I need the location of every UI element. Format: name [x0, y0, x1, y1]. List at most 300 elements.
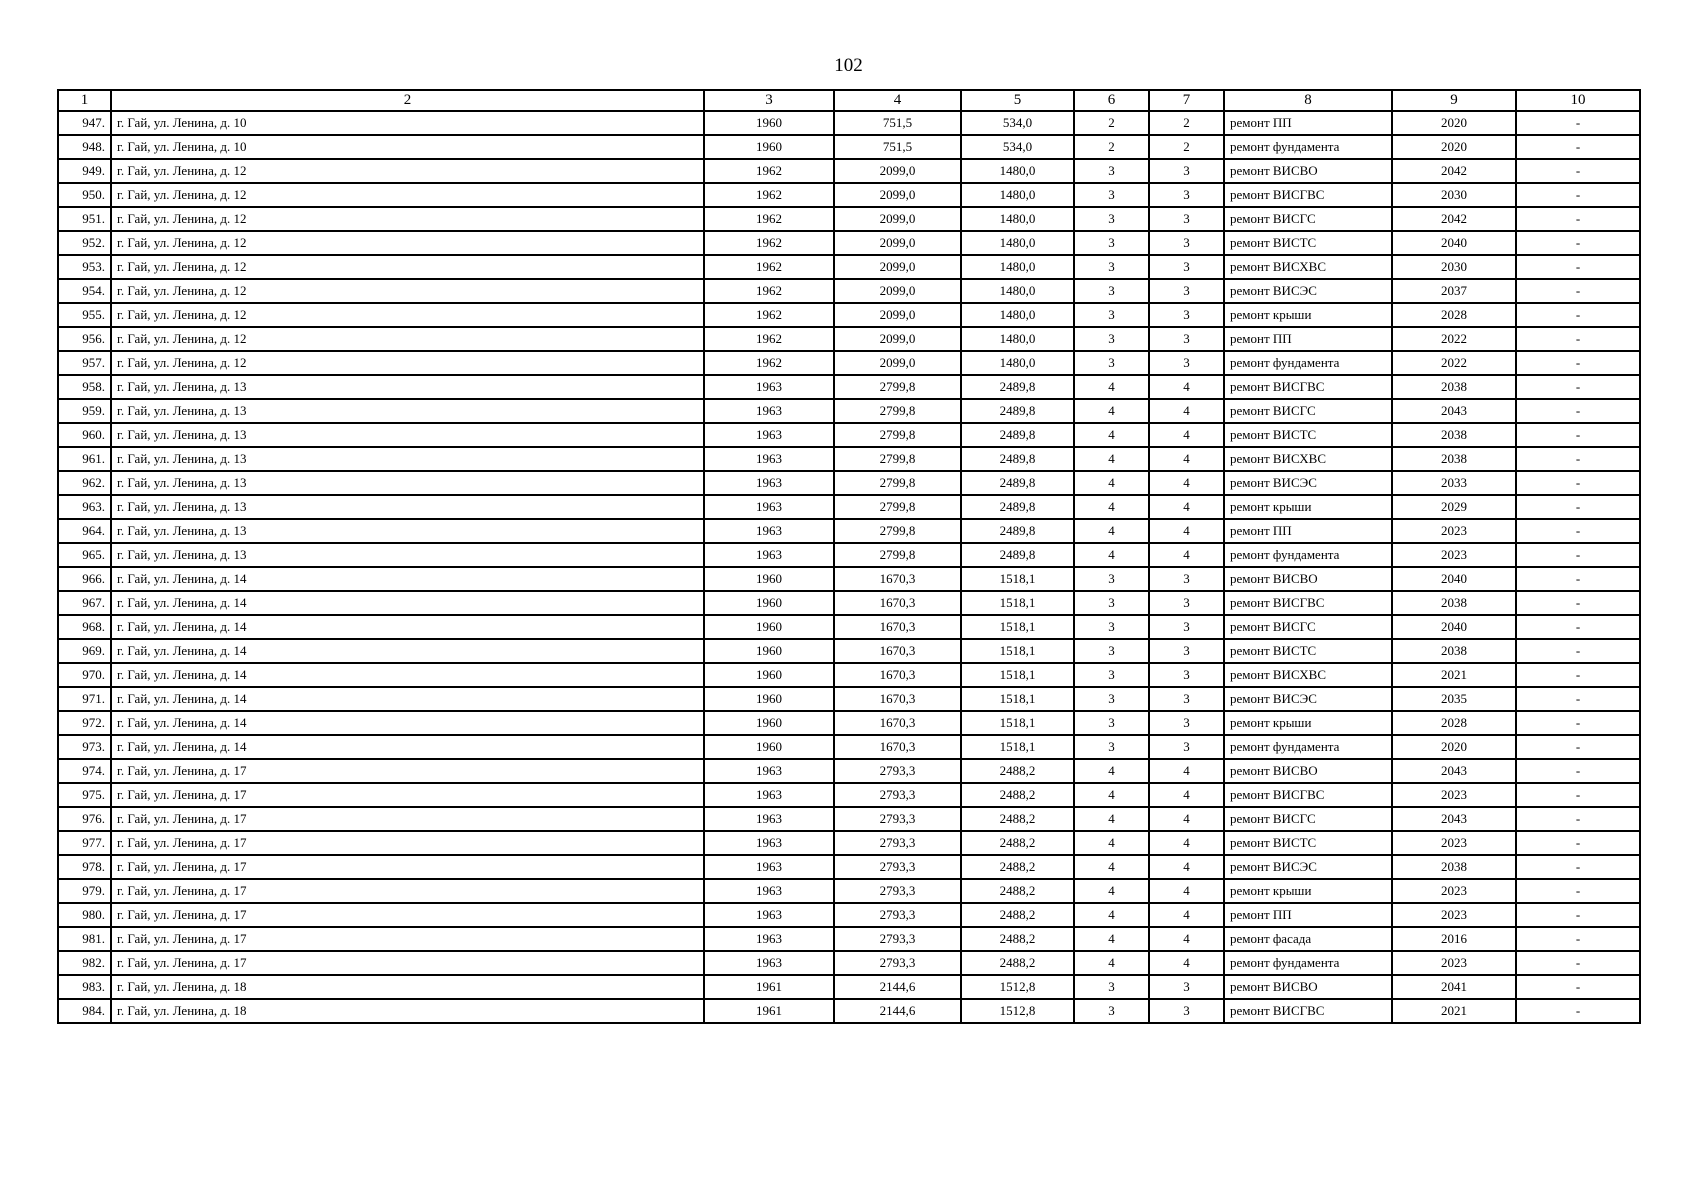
- table-row: [58, 111, 1640, 135]
- address-cell: г. Гай, ул. Ленина, д. 12: [111, 159, 704, 183]
- header-cell: 10: [1516, 90, 1640, 111]
- row-number-cell: 977.: [58, 831, 111, 855]
- floors-cell: 3: [1074, 159, 1149, 183]
- row-number-cell: 979.: [58, 879, 111, 903]
- planned-year-cell: 2016: [1392, 927, 1516, 951]
- living-area-cell: 2488,2: [961, 831, 1074, 855]
- work-type-cell: ремонт ВИСГВС: [1224, 783, 1392, 807]
- entrances-cell: 3: [1149, 639, 1224, 663]
- work-type-cell: ремонт ВИСТС: [1224, 639, 1392, 663]
- row-number-cell: 968.: [58, 615, 111, 639]
- work-type-cell: ремонт ПП: [1224, 519, 1392, 543]
- work-type-cell: ремонт ВИСГС: [1224, 207, 1392, 231]
- work-type-cell: ремонт фундамента: [1224, 135, 1392, 159]
- row-number-cell: 967.: [58, 591, 111, 615]
- note-cell: -: [1516, 591, 1640, 615]
- living-area-cell: 1518,1: [961, 639, 1074, 663]
- planned-year-cell: 2028: [1392, 711, 1516, 735]
- total-area-cell: 1670,3: [834, 639, 961, 663]
- table-row: [58, 783, 1640, 807]
- planned-year-cell: 2043: [1392, 399, 1516, 423]
- year-built-cell: 1962: [704, 183, 834, 207]
- address-cell: г. Гай, ул. Ленина, д. 17: [111, 903, 704, 927]
- floors-cell: 4: [1074, 471, 1149, 495]
- total-area-cell: 2099,0: [834, 351, 961, 375]
- note-cell: -: [1516, 231, 1640, 255]
- floors-cell: 3: [1074, 711, 1149, 735]
- address-cell: г. Гай, ул. Ленина, д. 12: [111, 279, 704, 303]
- row-number-cell: 969.: [58, 639, 111, 663]
- floors-cell: 3: [1074, 183, 1149, 207]
- year-built-cell: 1960: [704, 735, 834, 759]
- header-cell: 9: [1392, 90, 1516, 111]
- note-cell: -: [1516, 303, 1640, 327]
- table-row: [58, 231, 1640, 255]
- note-cell: -: [1516, 279, 1640, 303]
- total-area-cell: 2099,0: [834, 279, 961, 303]
- table-row: [58, 183, 1640, 207]
- floors-cell: 3: [1074, 639, 1149, 663]
- total-area-cell: 2099,0: [834, 255, 961, 279]
- year-built-cell: 1963: [704, 807, 834, 831]
- work-type-cell: ремонт фундамента: [1224, 951, 1392, 975]
- floors-cell: 3: [1074, 279, 1149, 303]
- work-type-cell: ремонт ВИСВО: [1224, 759, 1392, 783]
- total-area-cell: 2799,8: [834, 519, 961, 543]
- planned-year-cell: 2022: [1392, 327, 1516, 351]
- row-number-cell: 957.: [58, 351, 111, 375]
- year-built-cell: 1962: [704, 303, 834, 327]
- table-row: [58, 447, 1640, 471]
- entrances-cell: 2: [1149, 135, 1224, 159]
- living-area-cell: 1480,0: [961, 183, 1074, 207]
- row-number-cell: 954.: [58, 279, 111, 303]
- address-cell: г. Гай, ул. Ленина, д. 14: [111, 663, 704, 687]
- total-area-cell: 2799,8: [834, 375, 961, 399]
- total-area-cell: 2099,0: [834, 207, 961, 231]
- total-area-cell: 2799,8: [834, 495, 961, 519]
- floors-cell: 4: [1074, 423, 1149, 447]
- work-type-cell: ремонт фундамента: [1224, 543, 1392, 567]
- note-cell: -: [1516, 567, 1640, 591]
- entrances-cell: 3: [1149, 591, 1224, 615]
- entrances-cell: 3: [1149, 351, 1224, 375]
- table-row: [58, 375, 1640, 399]
- note-cell: -: [1516, 663, 1640, 687]
- entrances-cell: 3: [1149, 663, 1224, 687]
- planned-year-cell: 2041: [1392, 975, 1516, 999]
- total-area-cell: 2099,0: [834, 231, 961, 255]
- entrances-cell: 3: [1149, 999, 1224, 1023]
- entrances-cell: 4: [1149, 447, 1224, 471]
- living-area-cell: 2488,2: [961, 759, 1074, 783]
- work-type-cell: ремонт фасада: [1224, 927, 1392, 951]
- header-cell: 5: [961, 90, 1074, 111]
- entrances-cell: 3: [1149, 303, 1224, 327]
- address-cell: г. Гай, ул. Ленина, д. 13: [111, 399, 704, 423]
- work-type-cell: ремонт ВИСГС: [1224, 399, 1392, 423]
- note-cell: -: [1516, 807, 1640, 831]
- total-area-cell: 2144,6: [834, 999, 961, 1023]
- row-number-cell: 973.: [58, 735, 111, 759]
- total-area-cell: 2799,8: [834, 471, 961, 495]
- address-cell: г. Гай, ул. Ленина, д. 13: [111, 519, 704, 543]
- table-row: [58, 399, 1640, 423]
- entrances-cell: 3: [1149, 159, 1224, 183]
- table-row: [58, 735, 1640, 759]
- table-row: [58, 519, 1640, 543]
- table-row: [58, 855, 1640, 879]
- floors-cell: 3: [1074, 663, 1149, 687]
- note-cell: -: [1516, 999, 1640, 1023]
- floors-cell: 3: [1074, 327, 1149, 351]
- row-number-cell: 976.: [58, 807, 111, 831]
- address-cell: г. Гай, ул. Ленина, д. 14: [111, 639, 704, 663]
- planned-year-cell: 2042: [1392, 207, 1516, 231]
- address-cell: г. Гай, ул. Ленина, д. 13: [111, 495, 704, 519]
- planned-year-cell: 2043: [1392, 759, 1516, 783]
- note-cell: -: [1516, 711, 1640, 735]
- note-cell: -: [1516, 399, 1640, 423]
- year-built-cell: 1963: [704, 495, 834, 519]
- table-row: [58, 471, 1640, 495]
- living-area-cell: 1518,1: [961, 591, 1074, 615]
- work-type-cell: ремонт ВИСВО: [1224, 567, 1392, 591]
- living-area-cell: 1480,0: [961, 279, 1074, 303]
- floors-cell: 3: [1074, 615, 1149, 639]
- note-cell: -: [1516, 759, 1640, 783]
- register-table: [57, 89, 1641, 1024]
- address-cell: г. Гай, ул. Ленина, д. 10: [111, 135, 704, 159]
- note-cell: -: [1516, 471, 1640, 495]
- address-cell: г. Гай, ул. Ленина, д. 17: [111, 783, 704, 807]
- floors-cell: 4: [1074, 519, 1149, 543]
- planned-year-cell: 2023: [1392, 951, 1516, 975]
- address-cell: г. Гай, ул. Ленина, д. 17: [111, 855, 704, 879]
- table-row: [58, 351, 1640, 375]
- table-row: [58, 255, 1640, 279]
- work-type-cell: ремонт ПП: [1224, 111, 1392, 135]
- work-type-cell: ремонт ВИСВО: [1224, 159, 1392, 183]
- planned-year-cell: 2022: [1392, 351, 1516, 375]
- table-row: [58, 831, 1640, 855]
- living-area-cell: 2489,8: [961, 423, 1074, 447]
- note-cell: -: [1516, 135, 1640, 159]
- row-number-cell: 960.: [58, 423, 111, 447]
- row-number-cell: 966.: [58, 567, 111, 591]
- living-area-cell: 1518,1: [961, 567, 1074, 591]
- note-cell: -: [1516, 111, 1640, 135]
- note-cell: -: [1516, 183, 1640, 207]
- entrances-cell: 4: [1149, 495, 1224, 519]
- year-built-cell: 1960: [704, 615, 834, 639]
- work-type-cell: ремонт крыши: [1224, 879, 1392, 903]
- table-row: [58, 927, 1640, 951]
- planned-year-cell: 2038: [1392, 423, 1516, 447]
- row-number-cell: 981.: [58, 927, 111, 951]
- living-area-cell: 2488,2: [961, 951, 1074, 975]
- address-cell: г. Гай, ул. Ленина, д. 14: [111, 567, 704, 591]
- page-number: 102: [834, 55, 863, 76]
- total-area-cell: 2793,3: [834, 807, 961, 831]
- work-type-cell: ремонт ВИСГВС: [1224, 375, 1392, 399]
- address-cell: г. Гай, ул. Ленина, д. 13: [111, 447, 704, 471]
- living-area-cell: 1512,8: [961, 975, 1074, 999]
- floors-cell: 3: [1074, 207, 1149, 231]
- address-cell: г. Гай, ул. Ленина, д. 14: [111, 687, 704, 711]
- row-number-cell: 958.: [58, 375, 111, 399]
- row-number-cell: 947.: [58, 111, 111, 135]
- total-area-cell: 1670,3: [834, 687, 961, 711]
- address-cell: г. Гай, ул. Ленина, д. 14: [111, 735, 704, 759]
- entrances-cell: 3: [1149, 567, 1224, 591]
- living-area-cell: 2488,2: [961, 927, 1074, 951]
- total-area-cell: 2799,8: [834, 423, 961, 447]
- floors-cell: 3: [1074, 999, 1149, 1023]
- note-cell: -: [1516, 543, 1640, 567]
- note-cell: -: [1516, 687, 1640, 711]
- planned-year-cell: 2023: [1392, 519, 1516, 543]
- total-area-cell: 2793,3: [834, 831, 961, 855]
- note-cell: -: [1516, 207, 1640, 231]
- year-built-cell: 1963: [704, 519, 834, 543]
- total-area-cell: 2793,3: [834, 855, 961, 879]
- living-area-cell: 1480,0: [961, 207, 1074, 231]
- table-row: [58, 807, 1640, 831]
- living-area-cell: 2489,8: [961, 471, 1074, 495]
- row-number-cell: 959.: [58, 399, 111, 423]
- table-row: [58, 759, 1640, 783]
- address-cell: г. Гай, ул. Ленина, д. 12: [111, 183, 704, 207]
- living-area-cell: 1480,0: [961, 231, 1074, 255]
- total-area-cell: 1670,3: [834, 591, 961, 615]
- living-area-cell: 2488,2: [961, 879, 1074, 903]
- row-number-cell: 978.: [58, 855, 111, 879]
- row-number-cell: 974.: [58, 759, 111, 783]
- year-built-cell: 1961: [704, 975, 834, 999]
- note-cell: -: [1516, 327, 1640, 351]
- total-area-cell: 2799,8: [834, 543, 961, 567]
- year-built-cell: 1960: [704, 135, 834, 159]
- work-type-cell: ремонт ПП: [1224, 327, 1392, 351]
- total-area-cell: 2144,6: [834, 975, 961, 999]
- entrances-cell: 2: [1149, 111, 1224, 135]
- planned-year-cell: 2040: [1392, 567, 1516, 591]
- entrances-cell: 4: [1149, 831, 1224, 855]
- living-area-cell: 534,0: [961, 111, 1074, 135]
- total-area-cell: 2099,0: [834, 159, 961, 183]
- entrances-cell: 3: [1149, 327, 1224, 351]
- floors-cell: 4: [1074, 399, 1149, 423]
- total-area-cell: 2099,0: [834, 327, 961, 351]
- note-cell: -: [1516, 831, 1640, 855]
- living-area-cell: 1518,1: [961, 687, 1074, 711]
- planned-year-cell: 2038: [1392, 447, 1516, 471]
- address-cell: г. Гай, ул. Ленина, д. 12: [111, 351, 704, 375]
- address-cell: г. Гай, ул. Ленина, д. 12: [111, 207, 704, 231]
- planned-year-cell: 2038: [1392, 855, 1516, 879]
- work-type-cell: ремонт фундамента: [1224, 351, 1392, 375]
- total-area-cell: 2793,3: [834, 783, 961, 807]
- year-built-cell: 1960: [704, 591, 834, 615]
- row-number-cell: 951.: [58, 207, 111, 231]
- header-row: [58, 90, 1640, 111]
- row-number-cell: 983.: [58, 975, 111, 999]
- note-cell: -: [1516, 615, 1640, 639]
- address-cell: г. Гай, ул. Ленина, д. 14: [111, 591, 704, 615]
- table-row: [58, 951, 1640, 975]
- floors-cell: 4: [1074, 783, 1149, 807]
- entrances-cell: 3: [1149, 255, 1224, 279]
- total-area-cell: 751,5: [834, 135, 961, 159]
- total-area-cell: 2793,3: [834, 903, 961, 927]
- table-row: [58, 639, 1640, 663]
- living-area-cell: 2489,8: [961, 375, 1074, 399]
- note-cell: -: [1516, 855, 1640, 879]
- address-cell: г. Гай, ул. Ленина, д. 18: [111, 999, 704, 1023]
- living-area-cell: 2489,8: [961, 399, 1074, 423]
- total-area-cell: 2099,0: [834, 183, 961, 207]
- row-number-cell: 953.: [58, 255, 111, 279]
- entrances-cell: 4: [1149, 423, 1224, 447]
- table-row: [58, 327, 1640, 351]
- planned-year-cell: 2040: [1392, 231, 1516, 255]
- address-cell: г. Гай, ул. Ленина, д. 13: [111, 543, 704, 567]
- work-type-cell: ремонт фундамента: [1224, 735, 1392, 759]
- entrances-cell: 4: [1149, 927, 1224, 951]
- planned-year-cell: 2043: [1392, 807, 1516, 831]
- floors-cell: 4: [1074, 927, 1149, 951]
- table-row: [58, 423, 1640, 447]
- living-area-cell: 2488,2: [961, 807, 1074, 831]
- work-type-cell: ремонт ВИСХВС: [1224, 255, 1392, 279]
- work-type-cell: ремонт ВИСГВС: [1224, 999, 1392, 1023]
- year-built-cell: 1962: [704, 279, 834, 303]
- entrances-cell: 3: [1149, 687, 1224, 711]
- note-cell: -: [1516, 879, 1640, 903]
- living-area-cell: 1480,0: [961, 351, 1074, 375]
- entrances-cell: 3: [1149, 231, 1224, 255]
- planned-year-cell: 2035: [1392, 687, 1516, 711]
- row-number-cell: 971.: [58, 687, 111, 711]
- floors-cell: 4: [1074, 879, 1149, 903]
- living-area-cell: 1512,8: [961, 999, 1074, 1023]
- planned-year-cell: 2023: [1392, 831, 1516, 855]
- entrances-cell: 4: [1149, 879, 1224, 903]
- row-number-cell: 980.: [58, 903, 111, 927]
- work-type-cell: ремонт ВИСЭС: [1224, 279, 1392, 303]
- note-cell: -: [1516, 903, 1640, 927]
- entrances-cell: 4: [1149, 759, 1224, 783]
- table-row: [58, 567, 1640, 591]
- living-area-cell: 2488,2: [961, 783, 1074, 807]
- address-cell: г. Гай, ул. Ленина, д. 17: [111, 759, 704, 783]
- year-built-cell: 1963: [704, 471, 834, 495]
- address-cell: г. Гай, ул. Ленина, д. 13: [111, 471, 704, 495]
- row-number-cell: 961.: [58, 447, 111, 471]
- table-row: [58, 543, 1640, 567]
- total-area-cell: 2799,8: [834, 447, 961, 471]
- floors-cell: 4: [1074, 447, 1149, 471]
- note-cell: -: [1516, 735, 1640, 759]
- total-area-cell: 2793,3: [834, 879, 961, 903]
- floors-cell: 3: [1074, 975, 1149, 999]
- entrances-cell: 4: [1149, 855, 1224, 879]
- year-built-cell: 1960: [704, 111, 834, 135]
- row-number-cell: 964.: [58, 519, 111, 543]
- entrances-cell: 3: [1149, 711, 1224, 735]
- note-cell: -: [1516, 927, 1640, 951]
- living-area-cell: 1518,1: [961, 615, 1074, 639]
- year-built-cell: 1963: [704, 447, 834, 471]
- planned-year-cell: 2040: [1392, 615, 1516, 639]
- entrances-cell: 3: [1149, 279, 1224, 303]
- year-built-cell: 1963: [704, 759, 834, 783]
- floors-cell: 4: [1074, 759, 1149, 783]
- entrances-cell: 4: [1149, 807, 1224, 831]
- entrances-cell: 4: [1149, 519, 1224, 543]
- address-cell: г. Гай, ул. Ленина, д. 17: [111, 807, 704, 831]
- row-number-cell: 956.: [58, 327, 111, 351]
- row-number-cell: 949.: [58, 159, 111, 183]
- total-area-cell: 1670,3: [834, 711, 961, 735]
- planned-year-cell: 2020: [1392, 111, 1516, 135]
- floors-cell: 3: [1074, 231, 1149, 255]
- planned-year-cell: 2038: [1392, 375, 1516, 399]
- table-row: [58, 711, 1640, 735]
- table-row: [58, 279, 1640, 303]
- floors-cell: 2: [1074, 111, 1149, 135]
- year-built-cell: 1960: [704, 567, 834, 591]
- year-built-cell: 1960: [704, 639, 834, 663]
- year-built-cell: 1962: [704, 255, 834, 279]
- header-cell: 8: [1224, 90, 1392, 111]
- year-built-cell: 1963: [704, 951, 834, 975]
- table-body: [58, 111, 1640, 1023]
- year-built-cell: 1963: [704, 375, 834, 399]
- floors-cell: 4: [1074, 543, 1149, 567]
- year-built-cell: 1960: [704, 687, 834, 711]
- year-built-cell: 1963: [704, 855, 834, 879]
- planned-year-cell: 2020: [1392, 735, 1516, 759]
- table-row: [58, 159, 1640, 183]
- entrances-cell: 4: [1149, 471, 1224, 495]
- note-cell: -: [1516, 255, 1640, 279]
- row-number-cell: 952.: [58, 231, 111, 255]
- year-built-cell: 1960: [704, 711, 834, 735]
- planned-year-cell: 2023: [1392, 879, 1516, 903]
- header-cell: 7: [1149, 90, 1224, 111]
- row-number-cell: 950.: [58, 183, 111, 207]
- header-cell: 1: [58, 90, 111, 111]
- total-area-cell: 2793,3: [834, 759, 961, 783]
- table-row: [58, 903, 1640, 927]
- note-cell: -: [1516, 375, 1640, 399]
- address-cell: г. Гай, ул. Ленина, д. 17: [111, 951, 704, 975]
- table-row: [58, 975, 1640, 999]
- entrances-cell: 3: [1149, 183, 1224, 207]
- note-cell: -: [1516, 519, 1640, 543]
- living-area-cell: 2489,8: [961, 447, 1074, 471]
- table-row: [58, 687, 1640, 711]
- planned-year-cell: 2028: [1392, 303, 1516, 327]
- work-type-cell: ремонт ВИСХВС: [1224, 447, 1392, 471]
- note-cell: -: [1516, 423, 1640, 447]
- year-built-cell: 1960: [704, 663, 834, 687]
- row-number-cell: 982.: [58, 951, 111, 975]
- table-row: [58, 135, 1640, 159]
- total-area-cell: 2799,8: [834, 399, 961, 423]
